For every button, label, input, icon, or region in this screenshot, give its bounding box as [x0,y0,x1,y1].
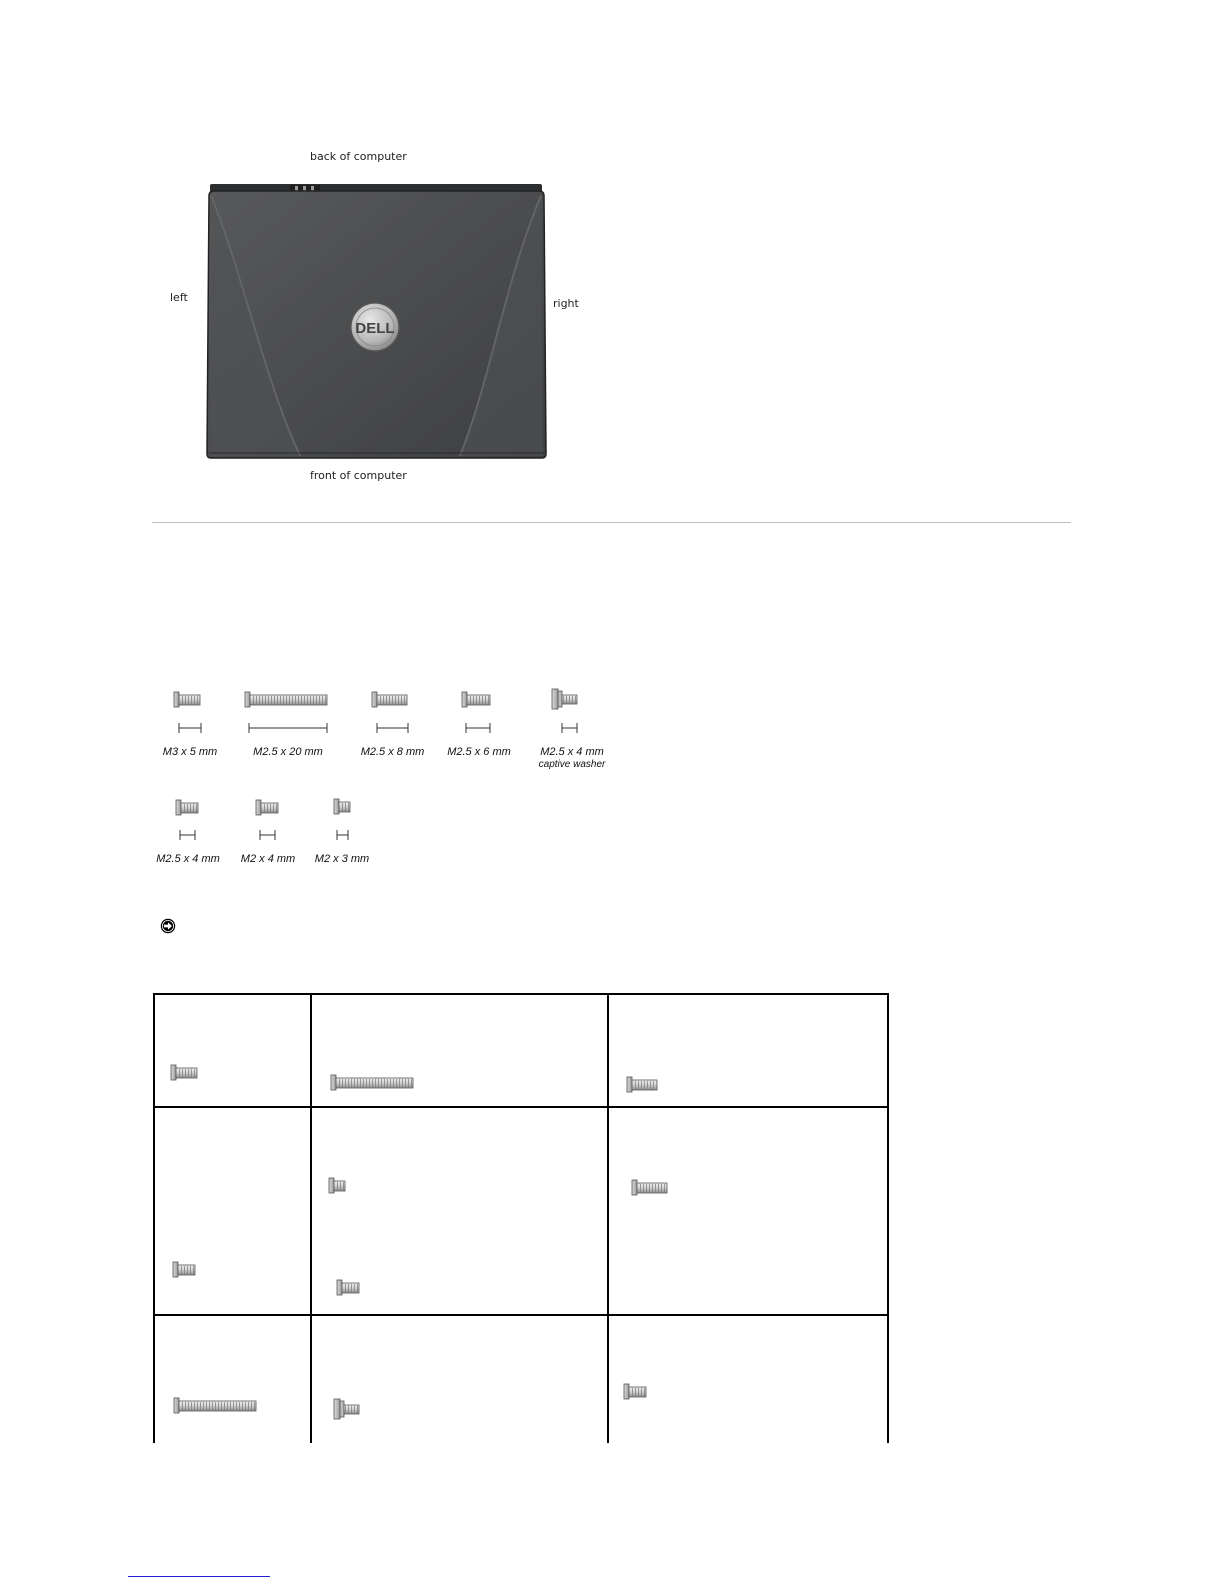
screw-label-m25x4: M2.5 x 4 mm [156,853,220,865]
right-label: right [553,297,579,310]
left-label: left [170,291,188,304]
screw-m2x3-icon [332,797,352,817]
screw-m25x4-captive-washer-icon [550,688,580,712]
screw-label-m25x4-washer: M2.5 x 4 mm [540,746,604,758]
table-cell [154,1315,311,1443]
table-cell [154,1107,311,1315]
screw-label-m25x8: M2.5 x 8 mm [360,746,425,758]
length-gauge-m25x4-icon [179,829,196,841]
table-cell [311,994,608,1107]
screw-icon [335,1278,361,1298]
table-cell [608,1107,888,1315]
screw-icon [172,1396,258,1416]
screw-icon [171,1260,197,1280]
table-cell [608,994,888,1107]
length-gauge-m25x6-icon [465,722,491,734]
dell-logo: DELL [355,320,395,337]
screw-icon [169,1063,199,1083]
screw-m2x4-icon [254,798,280,818]
length-gauge-m2x3-icon [336,829,349,841]
screw-captive-washer-icon [332,1398,362,1422]
screw-icon [622,1382,648,1402]
screw-sublabel-captive-washer: captive washer [538,759,606,770]
screw-m25x4-icon [174,798,200,818]
length-gauge-m25x4-washer-icon [561,722,578,734]
notice-arrow-icon [160,918,176,934]
screw-m25x8-icon [370,690,410,710]
screw-location-table [153,993,889,1443]
screw-label-m25x20: M2.5 x 20 mm [253,746,323,758]
screw-icon [329,1073,415,1093]
screw-icon [630,1178,670,1198]
table-cell [311,1315,608,1443]
computer-top-view-image [205,182,550,464]
screw-label-m25x6: M2.5 x 6 mm [447,746,511,758]
bottom-link-underline[interactable] [128,1576,270,1577]
screw-label-m2x4: M2 x 4 mm [240,853,296,865]
length-gauge-m2x4-icon [259,829,276,841]
back-of-computer-label: back of computer [310,150,407,163]
front-of-computer-label: front of computer [310,469,407,482]
table-cell [154,994,311,1107]
section-divider [152,522,1071,523]
screw-m25x6-icon [460,690,492,710]
screw-icon [327,1176,347,1196]
screw-label-m3x5: M3 x 5 mm [162,746,218,758]
screw-label-m2x3: M2 x 3 mm [314,853,370,865]
screw-m25x20-icon [243,690,329,710]
length-gauge-m25x8-icon [376,722,409,734]
screw-icon [625,1075,659,1095]
length-gauge-m3x5-icon [178,722,202,734]
screw-m3x5-icon [172,690,202,710]
table-cell [311,1107,608,1315]
length-gauge-m25x20-icon [248,722,328,734]
table-cell [608,1315,888,1443]
